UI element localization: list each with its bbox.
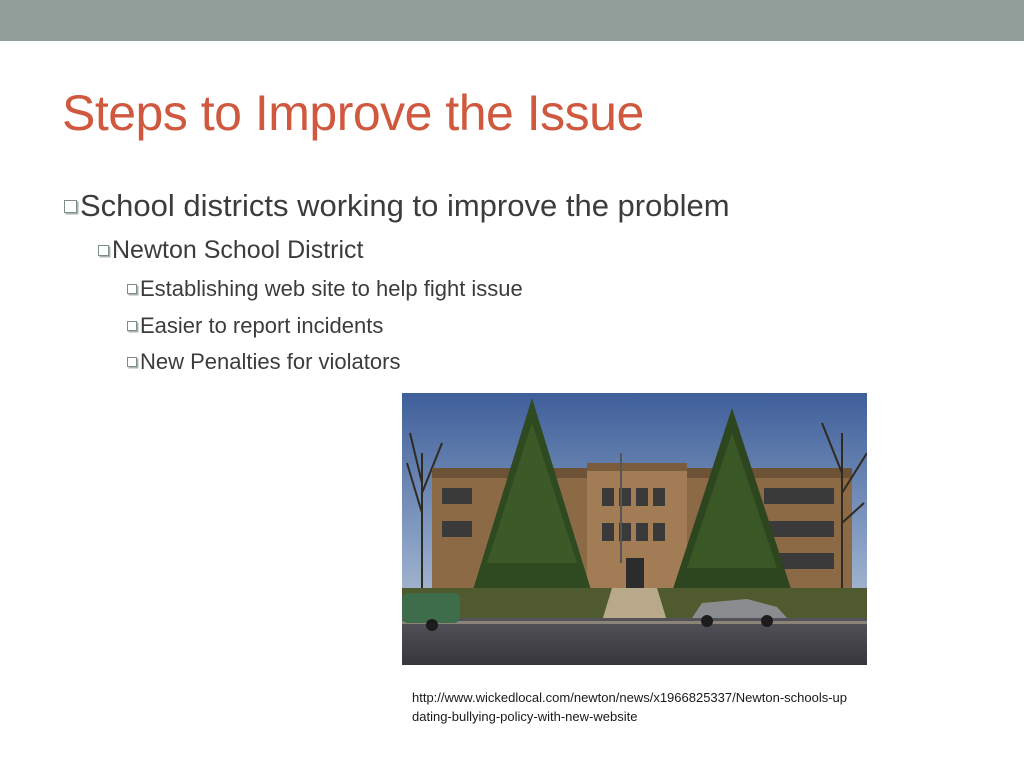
hollow-square-bullet-icon: [127, 321, 137, 331]
bullet-item-newton: [98, 236, 363, 265]
school-building-photo: [402, 393, 867, 665]
image-source-caption: http://www.wickedlocal.com/newton/news/x1966825337/Newton-schools-updating-bullying-policy-with-new-website: [412, 690, 848, 724]
bullet-item-web-site: [127, 276, 523, 302]
hollow-square-bullet-icon: [98, 245, 109, 256]
bullet-item-school-districts: [64, 188, 730, 224]
bullet-item-penalties: [127, 349, 400, 375]
hollow-square-bullet-icon: [127, 284, 137, 294]
bullet-text: School districts working to improve the problem: [80, 188, 730, 223]
hollow-square-bullet-icon: [64, 200, 77, 213]
top-accent-bar: [0, 0, 1024, 41]
bullet-text: Newton School District: [112, 236, 364, 264]
bullet-text: Establishing web site to help fight issue: [140, 276, 523, 301]
bullet-text: Easier to report incidents: [140, 313, 384, 338]
bullet-text: New Penalties for violators: [140, 349, 401, 374]
slide-title: Steps to Improve the Issue: [62, 85, 644, 141]
hollow-square-bullet-icon: [127, 357, 137, 367]
bullet-item-report: [127, 313, 383, 339]
